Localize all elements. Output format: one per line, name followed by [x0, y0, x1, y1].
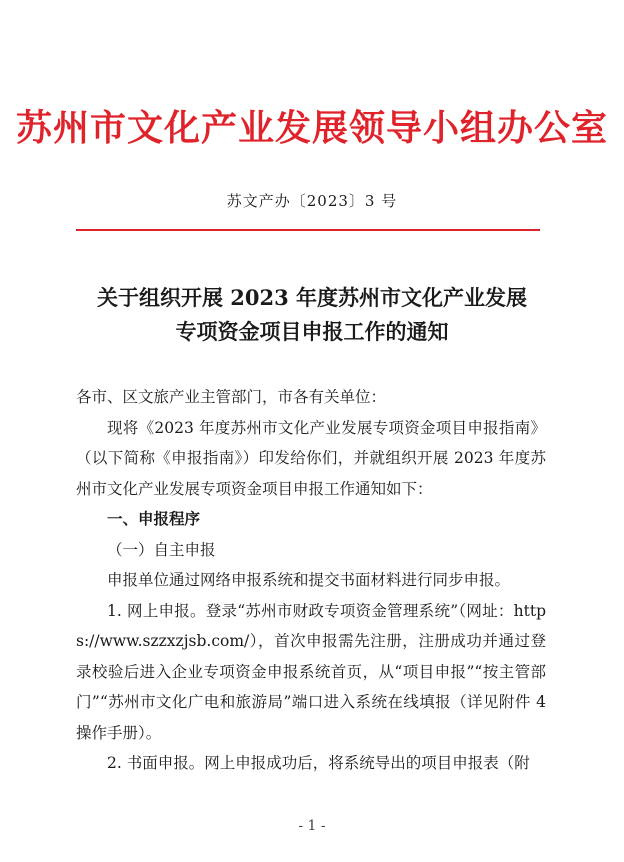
section-heading-procedure: 一、申报程序 — [107, 510, 201, 528]
issuer-masthead: 苏州市文化产业发展领导小组办公室 — [15, 107, 608, 149]
notice-title — [0, 281, 624, 349]
title-line-2: 专项资金项目申报工作的通知 — [175, 319, 449, 344]
intro-paragraph: 现将《2023 年度苏州市文化产业发展专项资金项目申报指南》（以下简称《申报指南》）印发给你们，并就组织开展 2023 年度苏州市文化产业发展专项资金项目申报工作通知如下： — [76, 418, 546, 498]
title-line-1: 关于组织开展 2023 年度苏州市文化产业发展 — [96, 285, 528, 310]
sync-application-paragraph: 申报单位通过网络申报系统和提交书面材料进行同步申报。 — [107, 571, 511, 589]
page-number: - 1 - — [298, 818, 326, 834]
written-application-paragraph: 2. 书面申报。网上申报成功后，将系统导出的项目申报表（附 — [107, 754, 530, 772]
online-application-paragraph: 1. 网上申报。登录“苏州市财政专项资金管理系统”（网址：https://www.szzxzjsb.com/），首次申报需先注册，注册成功并通过登录校验后进入企业专项资金申报系统首页，从“项目申报”“按主管部门”“苏州市文化广电和旅游局”端口进入系统在线填报（详见附件 4 操作手册）。 — [76, 601, 546, 742]
notice-body — [76, 382, 546, 779]
document-number: 苏文产办〔2023〕3 号 — [226, 192, 398, 210]
red-divider-line — [76, 229, 540, 231]
subsection-heading-self-application: （一）自主申报 — [107, 540, 216, 559]
salutation: 各市、区文旅产业主管部门，市各有关单位： — [76, 388, 387, 406]
